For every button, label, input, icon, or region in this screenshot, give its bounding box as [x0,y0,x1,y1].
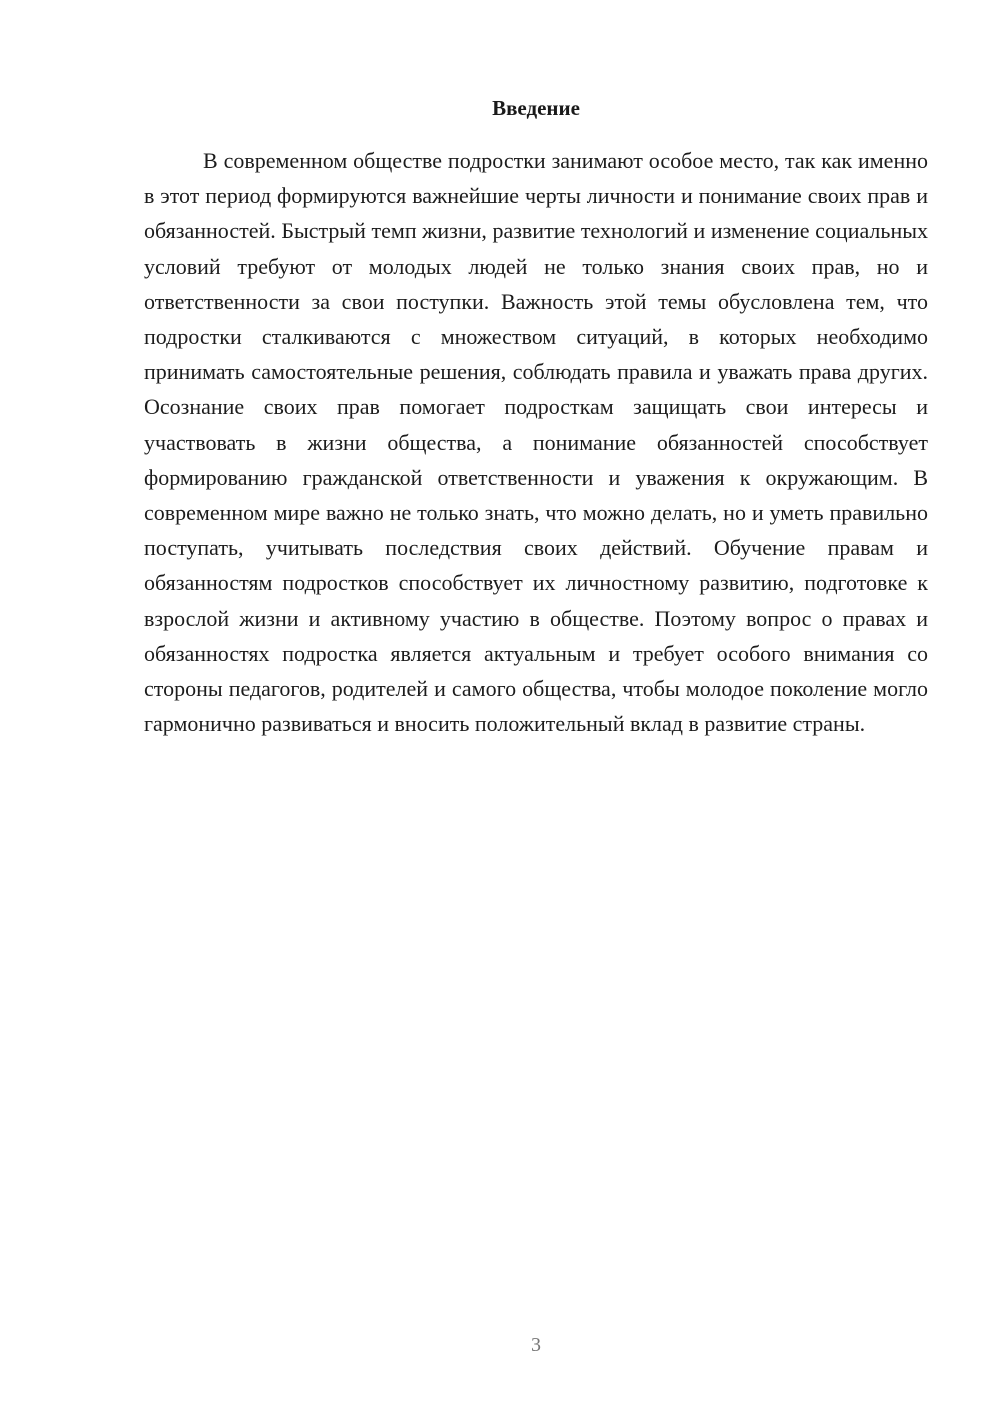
page-number: 3 [531,1334,541,1356]
section-heading: Введение [492,96,580,120]
body-paragraph: В современном обществе подростки занимают особое место, так как именно в этот период формируются важнейшие черты личности и понимание своих прав и обязанностей. Быстрый темп жизни, развитие технологий и изменение социальных условий требуют от молодых людей не только знания своих прав, но и ответственности за свои поступки. Важность этой темы обусловлена тем, что подростки сталкиваются с множеством ситуаций, в которых необходимо принимать самостоятельные решения, соблюдать правила и уважать права других. Осознание своих прав помогает подросткам защищать свои интересы и участвовать в жизни общества, а понимание обязанностей способствует формированию гражданской ответственности и уважения к окружающим. В современном мире важно не только знать, что можно делать, но и уметь правильно поступать, учитывать последствия своих действий. Обучение правам и обязанностям подростков способствует их личностному развитию, подготовке к взрослой жизни и активному участию в обществе. Поэтому вопрос о правах и обязанностях подростка является актуальным и требует особого внимания со стороны педагогов, родителей и самого общества, чтобы молодое поколение могло гармонично развиваться и вносить положительный вклад в развитие страны. [144,148,928,737]
